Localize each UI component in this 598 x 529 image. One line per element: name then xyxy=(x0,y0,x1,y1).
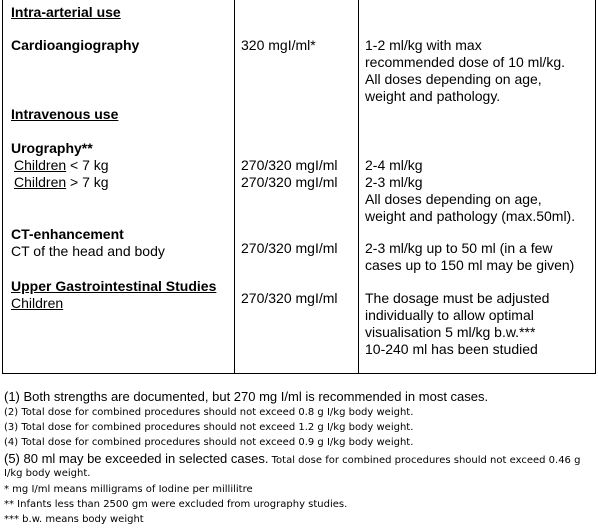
ugi-strength: 270/320 mgI/ml xyxy=(241,290,338,306)
urography-strength: 270/320 mgI/ml xyxy=(241,174,338,190)
footnote-1: (1) Both strengths are documented, but 270 mg I/ml is recommended in most cases. xyxy=(4,389,489,404)
ugi-label: Upper Gastrointestinal Studies xyxy=(11,278,217,294)
ct-sub-label: CT of the head and body xyxy=(11,243,165,259)
column-divider xyxy=(234,0,235,373)
children-link[interactable]: Children xyxy=(14,157,67,173)
ugi-children-link[interactable]: Children xyxy=(11,295,64,311)
ugi-dose-line: 10-240 ml has been studied xyxy=(365,341,538,357)
cardioangiography-dose-line: recommended dose of 10 ml/kg. xyxy=(365,54,565,70)
urography-dose-note: weight and pathology (max.50ml). xyxy=(365,208,576,224)
cardioangiography-dose-line: weight and pathology. xyxy=(365,88,501,104)
ct-dose-line: 2-3 ml/kg up to 50 ml (in a few xyxy=(365,240,553,256)
ugi-dose-line: visualisation 5 ml/kg b.w.*** xyxy=(365,324,536,340)
urography-strength: 270/320 mgI/ml xyxy=(241,157,338,173)
ct-enhancement-label: CT-enhancement xyxy=(11,226,124,242)
ct-dose-line: cases up to 150 ml may be given) xyxy=(365,257,575,273)
footnote-5-continued: I/kg body weight. xyxy=(4,468,91,479)
urography-row-label: Children < 7 kg xyxy=(14,157,109,173)
urography-dose: 2-4 ml/kg xyxy=(365,157,423,173)
footnote-triple-star: *** b.w. means body weight xyxy=(4,514,144,525)
footnote-5: (5) 80 ml may be exceeded in selected cases. Total dose for combined procedures should not exceed 0.46 g xyxy=(4,451,581,466)
urography-dose: 2-3 ml/kg xyxy=(365,174,423,190)
urography-dose-note: All doses depending on age, xyxy=(365,191,542,207)
footnote-2: (2) Total dose for combined procedures should not exceed 0.8 g I/kg body weight. xyxy=(4,407,414,418)
footnote-3: (3) Total dose for combined procedures should not exceed 1.2 g I/kg body weight. xyxy=(4,422,414,433)
cardioangiography-dose-line: 1-2 ml/kg with max xyxy=(365,37,482,53)
urography-label: Urography** xyxy=(11,140,93,156)
ugi-dose-line: individually to allow optimal xyxy=(365,307,534,323)
intra-arterial-heading: Intra-arterial use xyxy=(11,4,121,20)
footnote-single-star: * mg I/ml means milligrams of Iodine per millilitre xyxy=(4,484,253,495)
ct-strength: 270/320 mgI/ml xyxy=(241,240,338,256)
intravenous-heading: Intravenous use xyxy=(11,106,119,122)
footnote-double-star: ** Infants less than 2500 gm were excluded from urography studies. xyxy=(4,499,348,510)
cardioangiography-label: Cardioangiography xyxy=(11,37,140,53)
children-link[interactable]: Children xyxy=(14,174,67,190)
urography-row-label: Children > 7 kg xyxy=(14,174,109,190)
cardioangiography-strength: 320 mgI/ml* xyxy=(241,37,316,53)
cardioangiography-dose-line: All doses depending on age, xyxy=(365,71,542,87)
ugi-dose-line: The dosage must be adjusted xyxy=(365,290,550,306)
column-divider xyxy=(358,0,359,373)
footnote-4: (4) Total dose for combined procedures should not exceed 0.9 g I/kg body weight. xyxy=(4,437,414,448)
